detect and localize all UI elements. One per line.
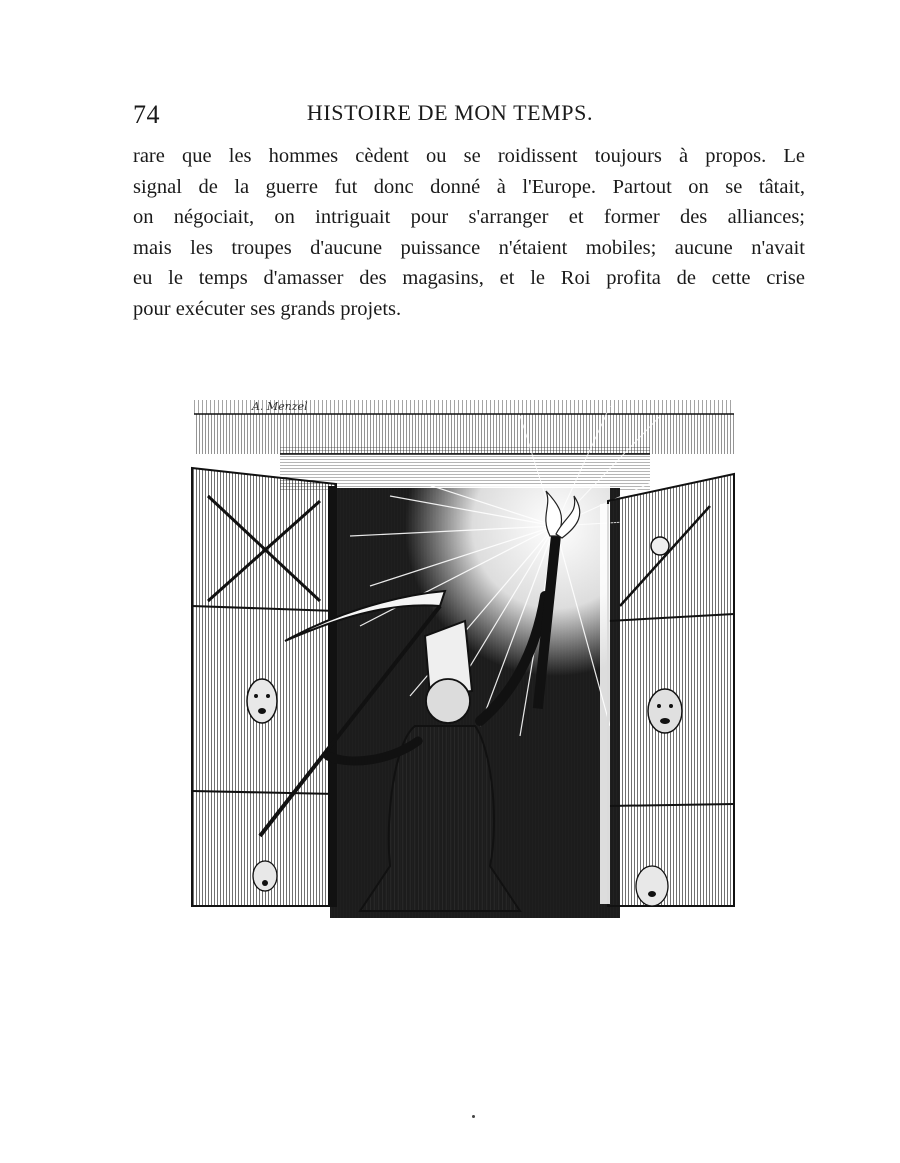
text-line: on négociait, on intriguait pour s'arranger et former des alliances; <box>133 206 805 228</box>
body-paragraph <box>133 141 805 324</box>
mask-right <box>648 689 682 733</box>
running-title: HISTOIRE DE MON TEMPS. <box>306 100 594 125</box>
engraving-illustration <box>190 396 738 922</box>
text-line: rare que les hommes cèdent ou se roidissent toujours à propos. Le <box>133 145 805 167</box>
page-number: 74 <box>133 100 160 129</box>
text-line: pour exécuter ses grands projets. <box>133 297 402 320</box>
mask-left <box>247 679 277 723</box>
text-line: signal de la guerre fut donc donné à l'Europe. Partout on se tâtait, <box>133 175 805 198</box>
artist-signature: A. Menzel <box>252 400 308 413</box>
text-line: mais les troupes d'aucune puissance n'étaient mobiles; aucune n'avait <box>133 236 805 259</box>
text-line: eu le temps d'amasser des magasins, et le Roi profita de cette crise <box>133 267 805 289</box>
paper-speck <box>472 1115 475 1118</box>
mask-bottom-right <box>636 866 668 906</box>
mask-bottom-left <box>253 861 277 891</box>
